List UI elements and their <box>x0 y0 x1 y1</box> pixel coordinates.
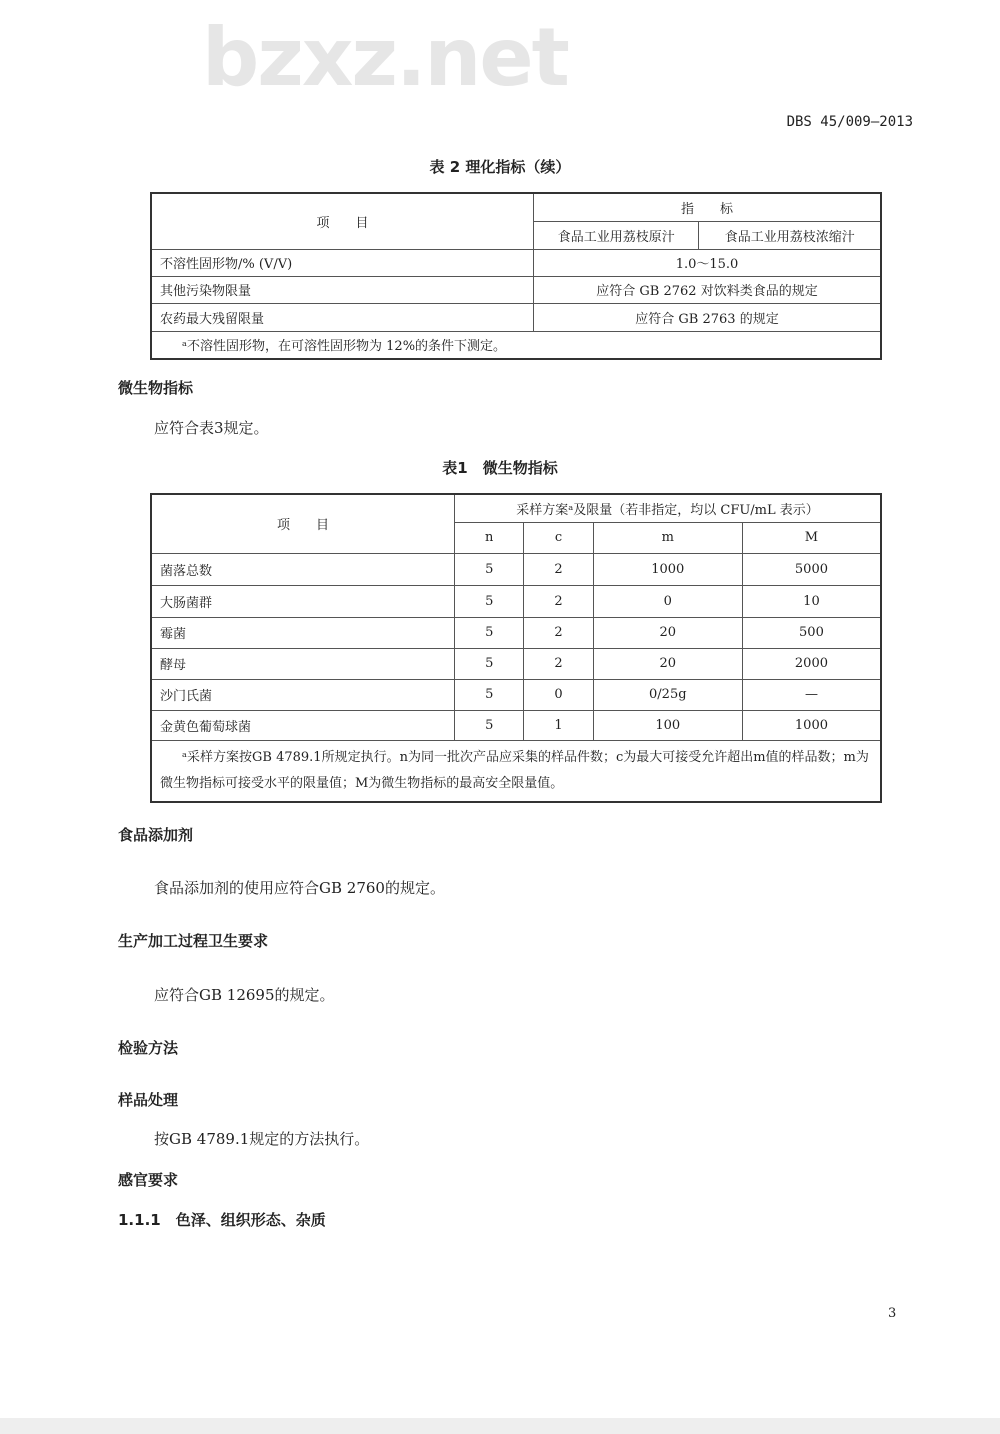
cell: 5 <box>455 617 524 648</box>
section-heading: 感官要求 <box>118 1171 179 1189</box>
table2 <box>150 192 882 360</box>
section-heading: 生产加工过程卫生要求 <box>118 932 269 950</box>
subcol: M <box>742 522 881 553</box>
col-item: 项 目 <box>151 193 534 249</box>
table-row <box>151 303 881 331</box>
cell: 20 <box>593 648 742 679</box>
section-heading: 微生物指标 <box>118 379 194 397</box>
table-row <box>151 249 881 276</box>
cell: 菌落总数 <box>151 553 455 585</box>
cell: 应符合 GB 2763 的规定 <box>534 303 882 331</box>
cell: — <box>742 679 881 710</box>
paragraph: 按GB 4789.1规定的方法执行。 <box>154 1130 370 1148</box>
cell: 5 <box>455 553 524 585</box>
table1 <box>150 493 882 803</box>
table-row <box>151 679 881 710</box>
cell: 2 <box>524 553 593 585</box>
subcol: 食品工业用荔枝原汁 <box>534 221 699 249</box>
cell: 2 <box>524 585 593 617</box>
watermark: bzxz.net <box>202 11 568 104</box>
cell: 0 <box>524 679 593 710</box>
table-row <box>151 276 881 303</box>
table1-caption: 表1 微生物指标 <box>442 459 558 477</box>
paragraph: 食品添加剂的使用应符合GB 2760的规定。 <box>154 879 445 897</box>
cell: 应符合 GB 2762 对饮料类食品的规定 <box>534 276 882 303</box>
table2-caption: 表 2 理化指标（续） <box>429 158 571 176</box>
cell: 2000 <box>742 648 881 679</box>
cell: 1 <box>524 710 593 740</box>
cell: 20 <box>593 617 742 648</box>
section-heading: 检验方法 <box>118 1039 179 1057</box>
cell: 500 <box>742 617 881 648</box>
paragraph: 应符合表3规定。 <box>154 419 269 437</box>
cell: 沙门氏菌 <box>151 679 455 710</box>
cell: 霉菌 <box>151 617 455 648</box>
section-heading: 样品处理 <box>118 1091 179 1109</box>
cell: 5 <box>455 679 524 710</box>
standard-number: DBS 45/009—2013 <box>786 114 913 130</box>
table-note: ᵃ不溶性固形物，在可溶性固形物为 12%的条件下测定。 <box>151 331 881 359</box>
table-row <box>151 648 881 679</box>
cell: 2 <box>524 648 593 679</box>
cell: 酵母 <box>151 648 455 679</box>
cell: 不溶性固形物/% (V/V) <box>151 249 534 276</box>
cell: 大肠菌群 <box>151 585 455 617</box>
cell: 2 <box>524 617 593 648</box>
col-index: 指 标 <box>534 193 882 221</box>
cell: 1000 <box>593 553 742 585</box>
subcol: c <box>524 522 593 553</box>
cell: 1000 <box>742 710 881 740</box>
table-row <box>151 553 881 585</box>
subcol: n <box>455 522 524 553</box>
cell: 5 <box>455 710 524 740</box>
table-row <box>151 617 881 648</box>
cell: 0 <box>593 585 742 617</box>
cell: 0/25g <box>593 679 742 710</box>
subcol: m <box>593 522 742 553</box>
table-row <box>151 585 881 617</box>
cell: 其他污染物限量 <box>151 276 534 303</box>
cell: 5 <box>455 585 524 617</box>
cell: 金黄色葡萄球菌 <box>151 710 455 740</box>
page-number: 3 <box>888 1306 897 1321</box>
table-note: ᵃ采样方案按GB 4789.1所规定执行。n为同一批次产品应采集的样品件数；c为最大可接受允许超出m值的样品数；m为微生物指标可接受水平的限量值；M为微生物指标的最高安全限量值。 <box>151 740 881 802</box>
table-row <box>151 710 881 740</box>
col-plan: 采样方案ᵃ及限量（若非指定，均以 CFU/mL 表示） <box>455 494 882 522</box>
cell: 1.0～15.0 <box>534 249 882 276</box>
subcol: 食品工业用荔枝浓缩汁 <box>699 221 881 249</box>
section-heading: 食品添加剂 <box>118 826 194 844</box>
cell: 5000 <box>742 553 881 585</box>
col-item: 项 目 <box>151 494 455 553</box>
cell: 100 <box>593 710 742 740</box>
viewer-bottom-bar <box>0 1418 1000 1434</box>
cell: 5 <box>455 648 524 679</box>
paragraph: 应符合GB 12695的规定。 <box>154 986 335 1004</box>
cell: 10 <box>742 585 881 617</box>
subsection-heading: 1.1.1 色泽、组织形态、杂质 <box>118 1211 326 1229</box>
cell: 农药最大残留限量 <box>151 303 534 331</box>
